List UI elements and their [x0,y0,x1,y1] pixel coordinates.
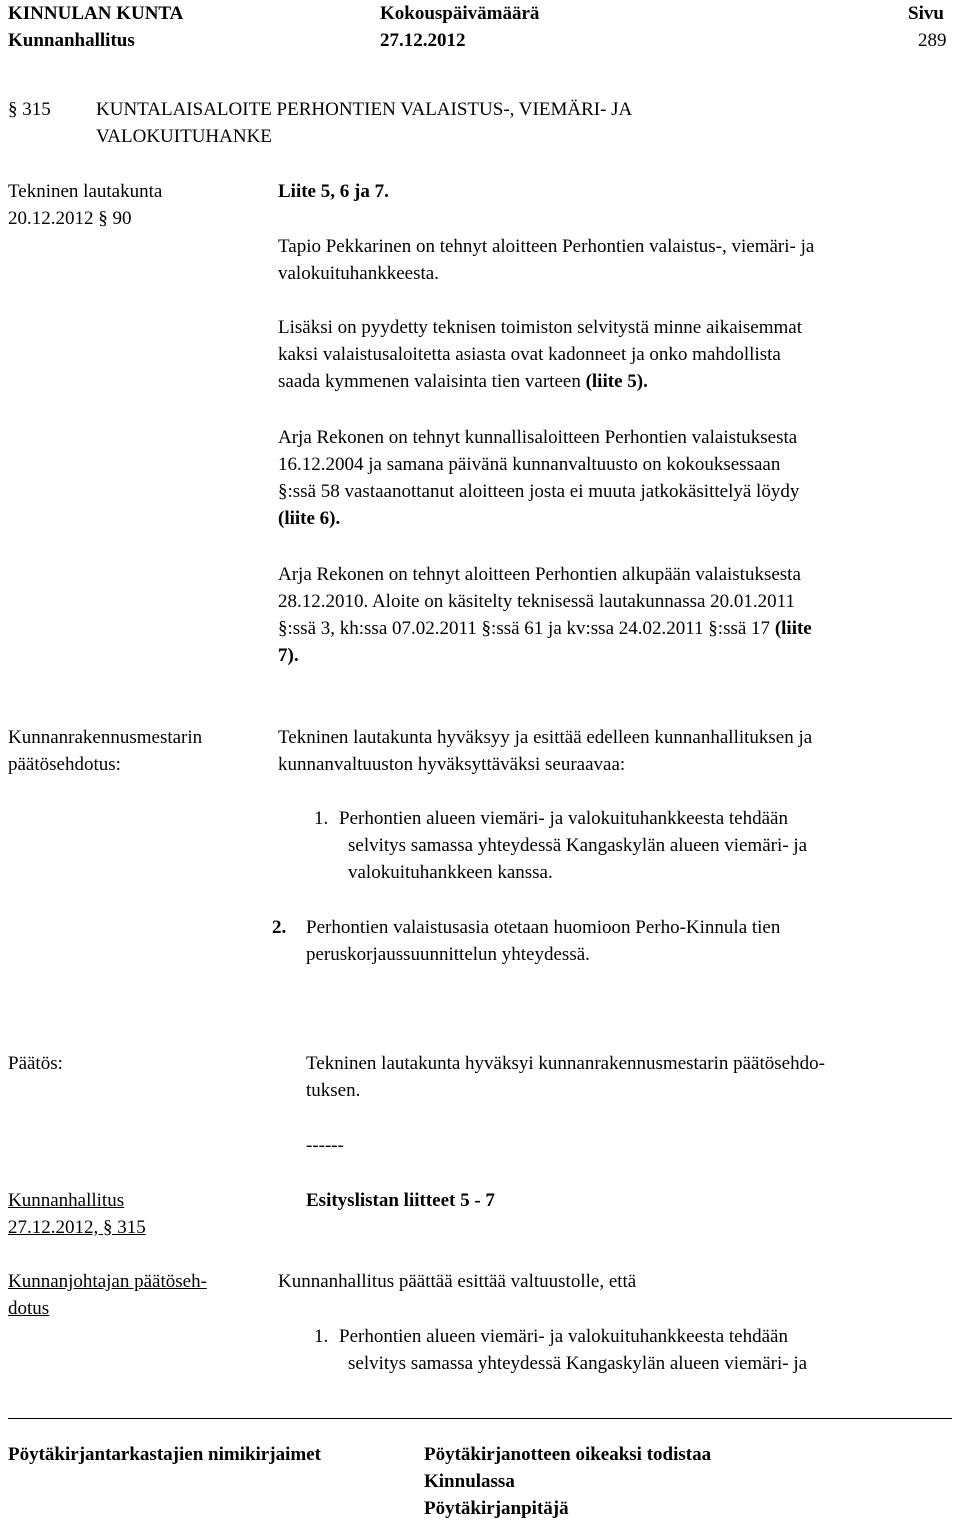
list-item-line: Perhontien alueen viemäri- ja valokuituhankkeesta tehdään [339,1326,788,1347]
meeting-date: 27.12.2012 [380,30,466,51]
paragraph-line: Arja Rekonen on tehnyt kunnallisaloitteen Perhontien valaistuksesta [278,427,798,448]
paragraph-line: saada kymmenen valaisinta tien varteen [278,371,581,392]
proposal-intro-line2: kunnanvaltuuston hyväksyttäväksi seuraavaa: [278,754,626,775]
attachment-ref-7b: 7). [278,645,299,666]
board-item1-number: 1. [314,1326,329,1347]
proposal-label-line2: päätösehdotus: [8,754,121,775]
decision-separator: ------ [306,1135,344,1156]
board-intro: Kunnanhallitus päättää esittää valtuustolle, että [278,1271,637,1292]
item-number: § 315 [8,99,51,120]
list-item-line: selvitys samassa yhteydessä Kangaskylän alueen viemäri- ja [348,835,808,856]
item-title-line1: KUNTALAISALOITE PERHONTIEN VALAISTUS-, VIEMÄRI- JA [96,99,633,120]
tech-committee-name: Tekninen lautakunta [8,181,163,202]
paragraph-line: 16.12.2004 ja samana päivänä kunnanvaltuusto on kokouksessaan [278,454,781,475]
board-label-line1: Kunnanhallitus [8,1190,125,1211]
decision-line2: tuksen. [306,1080,361,1101]
footer-secretary: Pöytäkirjanpitäjä [424,1498,569,1519]
footer-divider [8,1418,952,1419]
paragraph-line: §:ssä 3, kh:ssa 07.02.2011 §:ssä 61 ja kv:ssa 24.02.2011 §:ssä 17 [278,618,771,639]
attachment-ref-5: (liite 5). [585,371,648,392]
paragraph-1 [278,233,814,287]
manager-proposal-label-line2: dotus [8,1298,50,1319]
proposal-intro-line1: Tekninen lautakunta hyväksyy ja esittää edelleen kunnanhallituksen ja [278,727,813,748]
item-title-line2: VALOKUITUHANKE [96,126,272,147]
proposal-item1-cont [348,832,807,886]
list-item-line: Perhontien alueen viemäri- ja valokuituhankkeesta tehdään [339,808,788,829]
paragraph-line: §:ssä 58 vastaanottanut aloitteen josta ei muuta jatkokäsittelyä löydy [278,481,800,502]
paragraph-line: 28.12.2010. Aloite on käsitelty teknisessä lautakunnassa 20.01.2011 [278,591,795,612]
board-attachments: Esityslistan liitteet 5 - 7 [306,1190,495,1211]
organ-name: Kunnanhallitus [8,30,135,51]
proposal-label-line1: Kunnanrakennusmestarin [8,727,203,748]
footer-certify-label: Pöytäkirjanotteen oikeaksi todistaa [424,1444,712,1465]
paragraph-line: valokuituhankkeesta. [278,263,439,284]
paragraph-line: Lisäksi on pyydetty teknisen toimiston selvitystä minne aikaisemmat [278,317,803,338]
attachment-ref-7a: (liite [774,618,812,639]
board-label-line2: 27.12.2012, § 315 [8,1217,146,1238]
page-number: 289 [918,30,947,51]
proposal-item2-number: 2. [272,917,287,938]
decision-line1: Tekninen lautakunta hyväksyi kunnanrakennusmestarin päätösehdo- [306,1053,825,1074]
list-item-line: valokuituhankkeen kanssa. [348,862,553,883]
decision-label: Päätös: [8,1053,63,1074]
meeting-date-label: Kokouspäivämäärä [380,3,540,24]
paragraph-line: kaksi valaistusaloitetta asiasta ovat kadonneet ja onko mahdollista [278,344,781,365]
paragraph-2 [278,314,802,395]
paragraph-line: Arja Rekonen on tehnyt aloitteen Perhontien alkupään valaistuksesta [278,564,801,585]
list-item-line: selvitys samassa yhteydessä Kangaskylän alueen viemäri- ja [348,1353,808,1374]
attachments-line: Liite 5, 6 ja 7. [278,181,389,202]
footer-initials-label: Pöytäkirjantarkastajien nimikirjaimet [8,1444,321,1465]
footer-place: Kinnulassa [424,1471,515,1492]
municipality-name: KINNULAN KUNTA [8,3,184,24]
proposal-item1-number: 1. [314,808,329,829]
attachment-ref-6: (liite 6). [278,508,341,529]
proposal-item2 [306,914,780,968]
paragraph-4 [278,561,812,669]
paragraph-3 [278,424,799,532]
page-label: Sivu [908,3,944,24]
tech-committee-date: 20.12.2012 § 90 [8,208,132,229]
paragraph-line: Tapio Pekkarinen on tehnyt aloitteen Perhontien valaistus-, viemäri- ja [278,236,815,257]
proposal-item1 [339,805,788,832]
list-item-line: peruskorjaussuunnittelun yhteydessä. [306,944,590,965]
manager-proposal-label-line1: Kunnanjohtajan päätöseh- [8,1271,207,1292]
list-item-line: Perhontien valaistusasia otetaan huomioon Perho-Kinnula tien [306,917,781,938]
